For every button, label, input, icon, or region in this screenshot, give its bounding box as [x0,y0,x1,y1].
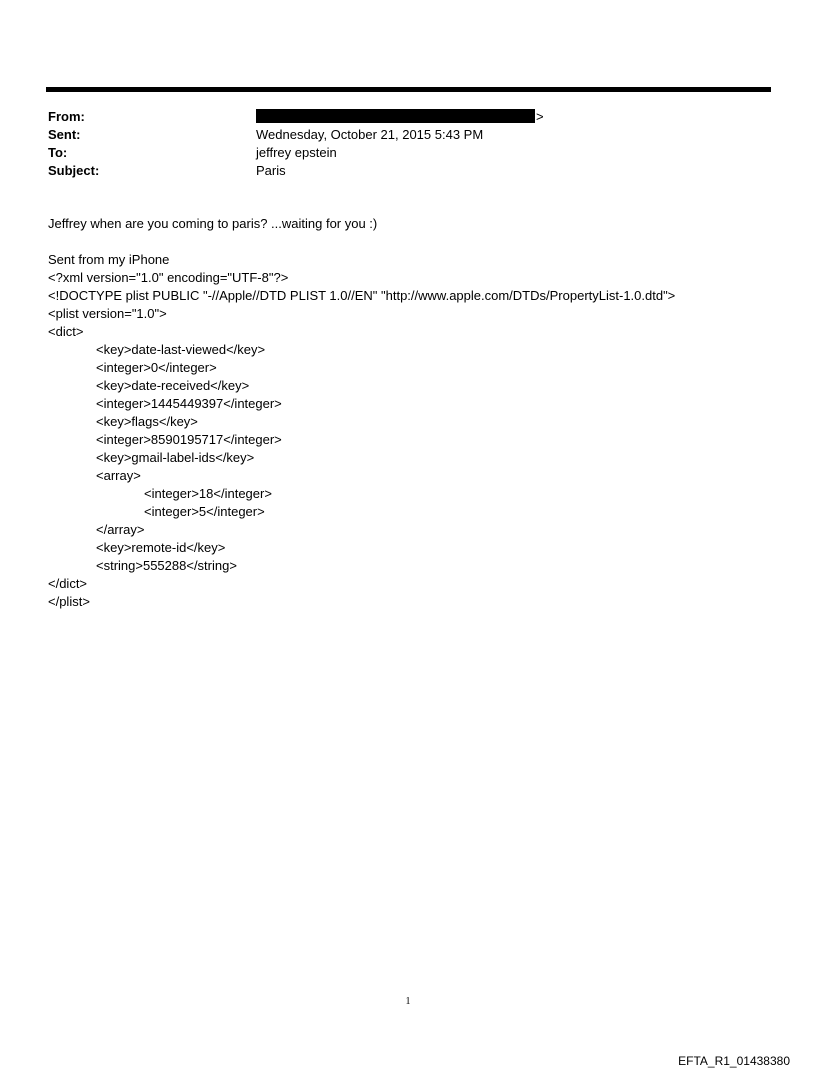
redaction-block [256,109,535,123]
from-row [48,108,748,126]
from-label: From: [48,109,85,124]
to-row [48,144,748,162]
xml-line: <integer>18</integer> [144,486,272,501]
subject-row [48,162,748,180]
xml-line: </dict> [48,576,88,591]
xml-line: <key>gmail-label-ids</key> [96,450,255,465]
page-number: 1 [405,996,411,1007]
xml-line: <array> [96,468,141,483]
from-value [256,108,544,126]
subject-value: Paris [256,163,286,178]
xml-line: <key>date-last-viewed</key> [96,342,266,357]
xml-line: <integer>5</integer> [144,504,265,519]
to-value: jeffrey epstein [256,145,337,160]
message-text: Jeffrey when are you coming to paris? ...waiting for you :) [48,216,378,231]
from-value-suffix: > [536,109,544,124]
bates-number: EFTA_R1_01438380 [678,1054,790,1068]
xml-line: <integer>8590195717</integer> [96,432,282,447]
email-header [48,108,748,180]
xml-line: </plist> [48,594,90,609]
email-body [48,215,778,611]
sent-row [48,126,748,144]
xml-line: <string>555288</string> [96,558,237,573]
xml-line: <integer>1445449397</integer> [96,396,282,411]
xml-line: <plist version="1.0"> [48,306,167,321]
sent-value: Wednesday, October 21, 2015 5:43 PM [256,127,484,142]
signature-text: Sent from my iPhone [48,252,170,267]
xml-line: <key>flags</key> [96,414,198,429]
xml-line: <?xml version="1.0" encoding="UTF-8"?> [48,270,289,285]
sent-label: Sent: [48,127,81,142]
xml-line: </array> [96,522,145,537]
subject-label: Subject: [48,163,100,178]
xml-line: <dict> [48,324,84,339]
xml-line: <integer>0</integer> [96,360,217,375]
blank-line [48,233,778,251]
xml-line: <key>date-received</key> [96,378,250,393]
to-label: To: [48,145,68,160]
xml-line: <!DOCTYPE plist PUBLIC "-//Apple//DTD PLIST 1.0//EN" "http://www.apple.com/DTDs/PropertyList-1.0.dtd"> [48,288,676,303]
top-divider [46,87,771,92]
xml-line: <key>remote-id</key> [96,540,226,555]
